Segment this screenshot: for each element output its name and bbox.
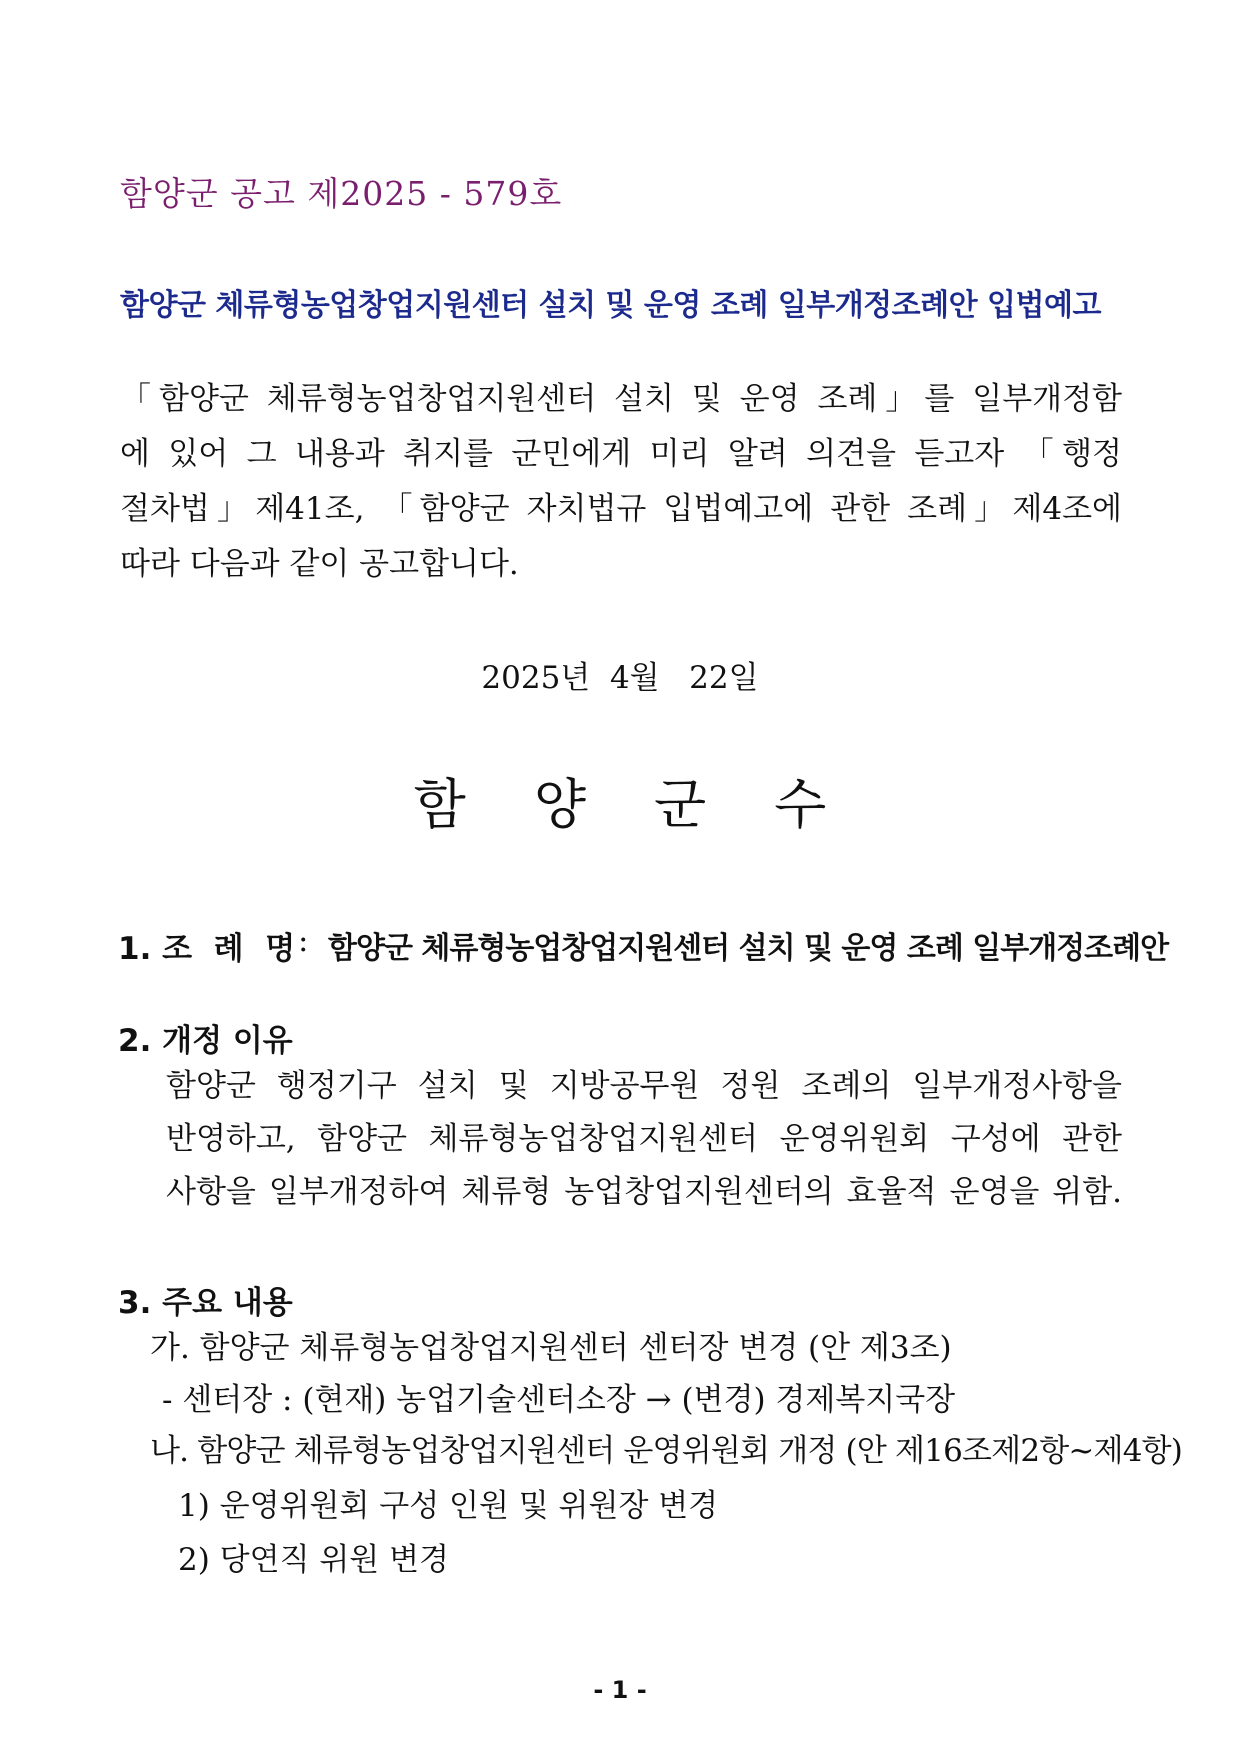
section-3-item-ga: 가. 함양군 체류형농업창업지원센터 센터장 변경 (안 제3조)	[150, 1330, 952, 1366]
notice-title: 함양군 체류형농업창업지원센터 설치 및 운영 조례 일부개정조례안 입법예고	[120, 288, 1101, 323]
section-3-item-ga-sub: - 센터장 : (현재) 농업기술센터소장 → (변경) 경제복지국장	[162, 1382, 956, 1418]
section-3-title: 3. 주요 내용	[118, 1285, 293, 1321]
intro-paragraph	[120, 372, 1122, 592]
page-number: - 1 -	[593, 1676, 647, 1704]
section-3-item-na-2: 2) 당연직 위원 변경	[178, 1542, 450, 1578]
intro-line-2: 에 있어 그 내용과 취지를 군민에게 미리 알려 의견을 듣고자 「행정	[120, 436, 1122, 472]
section-2-line-1: 함양군 행정기구 설치 및 지방공무원 정원 조례의 일부개정사항을	[166, 1068, 1122, 1104]
notice-number: 함양군 공고 제2025 - 579호	[120, 174, 563, 213]
intro-line-4: 따라 다음과 같이 공고합니다.	[120, 546, 519, 582]
section-2-title: 2. 개정 이유	[118, 1023, 293, 1059]
notice-date: 2025년 4월 22일	[481, 660, 759, 696]
section-1-colon: :	[298, 923, 309, 959]
section-2-body	[166, 1060, 1122, 1219]
signatory: 함양군수	[413, 773, 895, 836]
section-2-line-2: 반영하고, 함양군 체류형농업창업지원센터 운영위원회 구성에 관한	[166, 1121, 1122, 1157]
section-3-item-na: 나. 함양군 체류형농업창업지원센터 운영위원회 개정 (안 제16조제2항~제4항)	[150, 1433, 1183, 1469]
section-3-item-na-1: 1) 운영위원회 구성 인원 및 위원장 변경	[178, 1488, 719, 1524]
section-2-line-3: 사항을 일부개정하여 체류형 농업창업지원센터의 효율적 운영을 위함.	[166, 1174, 1122, 1210]
intro-line-1: 「함양군 체류형농업창업지원센터 설치 및 운영 조례」를 일부개정함	[120, 381, 1122, 417]
section-1-value: 함양군 체류형농업창업지원센터 설치 및 운영 조례 일부개정조례안	[328, 931, 1169, 966]
section-1-title: 1. 조 례 명	[118, 931, 296, 967]
intro-line-3: 절차법」제41조, 「함양군 자치법규 입법예고에 관한 조례」제4조에	[120, 491, 1122, 527]
